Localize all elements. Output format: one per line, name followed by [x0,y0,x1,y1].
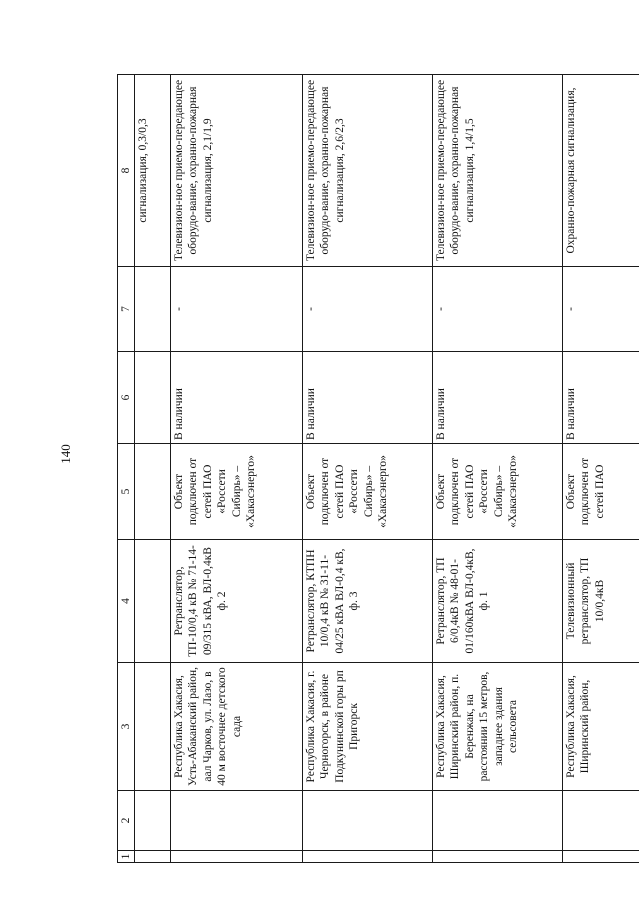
data-table [117,74,639,863]
table-row [303,75,433,863]
equipment-cell: Телевизион-ное приемо-передающее оборудо-вание, охранно-пожарная сигнализация, 1,4/1,5 [433,75,563,267]
empty-cell [135,663,171,791]
col-header-8: 8 [118,75,135,267]
col7-cell: - [433,267,563,352]
power-cell: Объект подключен от сетей ПАО [563,444,639,540]
empty-cell [563,791,639,851]
col-header-3: 3 [118,663,135,791]
col-header-6: 6 [118,352,135,444]
location-cell: Республика Хакасия, Ширинский район, [563,663,639,791]
empty-cell [433,791,563,851]
object-cell: Ретранслятор, ТП 6/0,4кВ № 48-01-01/160кВА ВЛ-0,4кВ, ф. 1 [433,540,563,663]
landscape-table-container [117,75,639,863]
location-cell: Республика Хакасия, Усть-Абаканский район, аал Чарков, ул. Лазо, в 40 м восточнее детского сада [171,663,303,791]
status-cell: В наличии [563,352,639,444]
object-cell: Ретранслятор, ТП-10/0,4 кВ № 71-14-09/315 кВА, ВЛ-0,4кВ ф. 2 [171,540,303,663]
col-header-7: 7 [118,267,135,352]
col7-cell: - [563,267,639,352]
empty-cell [171,851,303,863]
object-cell: Телевизионный ретранслятор, ТП 10/0,4кВ [563,540,639,663]
col-header-2: 2 [118,791,135,851]
empty-cell [135,540,171,663]
col-header-1: 1 [118,851,135,863]
empty-cell [135,352,171,444]
table-row [171,75,303,863]
equipment-cell: Охранно-пожарная сигнализация, [563,75,639,267]
table-row [433,75,563,863]
power-cell: Объект подключен от сетей ПАО «Россети Сибирь» – «Хакасэнерго» [303,444,433,540]
status-cell: В наличии [433,352,563,444]
col7-cell: - [303,267,433,352]
equipment-cell: Телевизион-ное приемо-передающее оборудо-вание, охранно-пожарная сигнализация, 2,6/2,3 [303,75,433,267]
empty-cell [303,791,433,851]
column-number-row [118,75,135,863]
empty-cell [171,791,303,851]
empty-cell [433,851,563,863]
rotated-table-frame [117,75,639,863]
empty-cell [135,444,171,540]
location-cell: Республика Хакасия, Ширинский район, п. Беренжак, на расстоянии 15 метров, западнее здания сельсовета [433,663,563,791]
col-header-4: 4 [118,540,135,663]
equipment-cell: сигнализация, 0,3/0,3 [135,75,171,267]
equipment-cell: Телевизион-ное приемо-передающее оборудо-вание, охранно-пожарная сигнализация, 2,1/1,9 [171,75,303,267]
location-cell: Республика Хакасия, г. Черногорск, в районе Подкунинской горы рп Пригорск [303,663,433,791]
empty-cell [135,791,171,851]
table-row [563,75,639,863]
empty-cell [135,267,171,352]
continuation-row [135,75,171,863]
status-cell: В наличии [171,352,303,444]
col-header-5: 5 [118,444,135,540]
status-cell: В наличии [303,352,433,444]
page-number: 140 [57,444,73,464]
empty-cell [563,851,639,863]
col7-cell: - [171,267,303,352]
object-cell: Ретранслятор, КТПН 10/0,4 кВ № 31-11-04/25 кВА ВЛ-0,4 кВ, ф. 3 [303,540,433,663]
empty-cell [135,851,171,863]
power-cell: Объект подключен от сетей ПАО «Россети Сибирь» – «Хакасэнерго» [433,444,563,540]
empty-cell [303,851,433,863]
power-cell: Объект подключен от сетей ПАО «Россети Сибирь» – «Хакасэнерго» [171,444,303,540]
